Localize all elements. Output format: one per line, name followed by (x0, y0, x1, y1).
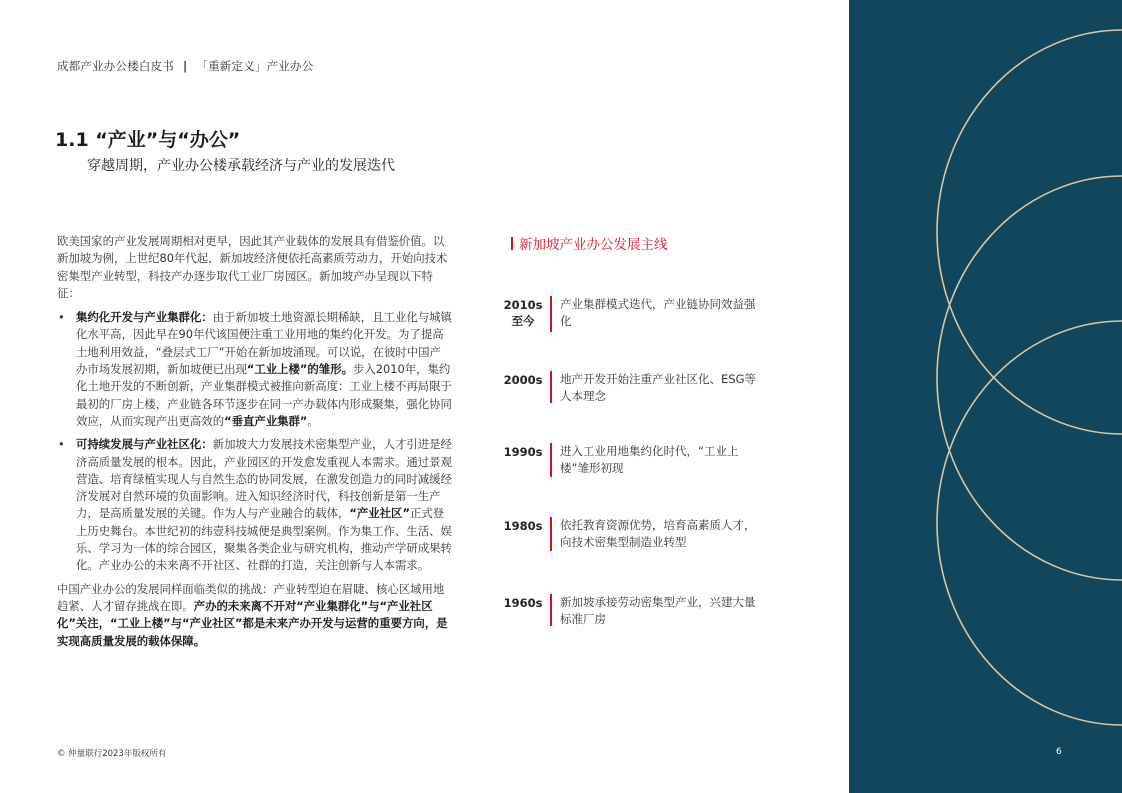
year-line: 2010s 至今 (503, 298, 543, 328)
timeline-year: 1990s (503, 445, 543, 459)
list-item (57, 309, 452, 430)
closing-text: 中国产业办公的发展同样面临类似的挑战：产业转型迫在眉睫、核心区域用地趋紧、人才留存挑战在即。 (57, 581, 445, 613)
bullet-text: 正式登上历史舞台。本世纪初的纬壹科技城便是典型案例。作为集工作、生活、娱乐、学习为一体的综合园区，聚集各类企业与研究机构，推动产学研成果转化。产业办公的未来离不开社区、社群的打造，关注创新与人本需求。 (76, 506, 452, 573)
bullet-text: 。 (307, 413, 319, 428)
bullet-label: 可持续发展与产业社区化： (76, 437, 213, 452)
arc-1 (937, 30, 1122, 434)
breadcrumb (57, 58, 313, 74)
bullet-text: 新加坡大力发展技术密集型产业，人才引进是经济高质量发展的根本。因此，产业园区的开发愈发重视人本需求。通过景观营造、培育绿植实现人与自然生态的协同发展，在激发创造力的同时减缓经济发展对自然环境的负面影响。进入知识经济时代，科技创新是第一生产力，是高质量发展的关键。作为人与产业融合的载体， (76, 437, 452, 521)
copyright: © 仲量联行2023年版权所有 (57, 749, 167, 759)
timeline-year: 2000s (503, 373, 543, 387)
timeline-year (500, 297, 546, 329)
timeline-desc: 产业集群模式迭代，产业链协同效益强化 (560, 297, 756, 328)
timeline-marker (550, 443, 552, 477)
timeline-marker (550, 371, 552, 403)
bullet-text: 步入2010年，集约化土地开发的不断创新，产业集群模式被推向新高度：工业上楼不再局限于最初的厂房上楼，产业链各环节逐步在同一产办载体内形成聚集，强化协同效应，从而实现产出更高效的 (76, 362, 452, 428)
intro-paragraph: 欧美国家的产业发展周期相对更早，因此其产业载体的发展具有借鉴价值。以新加坡为例，上世纪80年代起，新加坡经济便依托高素质劳动力，开始向技术密集型产业转型，科技产办逐步取代工业厂房园区。新加坡产办呈现以下特征： (57, 234, 448, 300)
arc-3 (937, 321, 1122, 725)
timeline-marker (550, 517, 552, 551)
page-subtitle: 穿越周期，产业办公楼承载经济与产业的发展迭代 (87, 158, 395, 174)
section-title: 「重新定义」产业办公 (196, 59, 314, 73)
timeline-desc: 依托教育资源优势，培育高素质人才，向技术密集型制造业转型 (560, 518, 756, 549)
timeline-year: 1960s (503, 596, 543, 610)
timeline-year: 1980s (503, 519, 543, 533)
doc-title: 成都产业办公楼白皮书 (57, 59, 174, 73)
bullet-emphasis: “工业上楼”的雏形。 (246, 362, 353, 377)
decorative-arcs (849, 0, 1122, 793)
timeline-heading (511, 233, 668, 253)
heading-bar (511, 237, 513, 250)
timeline-marker (550, 594, 552, 626)
decorative-side-panel (849, 0, 1122, 793)
timeline-desc: 进入工业用地集约化时代，“工业上楼”雏形初现 (560, 444, 739, 475)
closing-emphasis: 产办的未来离不开对“产业集群化”与“产业社区化”关注，“工业上楼”与“产业社区”都是未来产办开发与运营的重要方向，是实现高质量发展的载体保障。 (57, 598, 448, 648)
breadcrumb-separator: | (183, 59, 188, 73)
timeline-marker (550, 296, 552, 332)
bullet-emphasis: “产业社区” (349, 506, 410, 521)
body-text (57, 233, 452, 650)
bullet-label: 集约化开发与产业集群化： (76, 310, 213, 325)
page-number: 6 (1056, 747, 1062, 757)
timeline-desc: 新加坡承接劳动密集型产业，兴建大量标准厂房 (560, 595, 756, 626)
page-title: 1.1 “产业”与“办公” (55, 129, 241, 151)
timeline-desc: 地产开发开始注重产业社区化、ESG等人本理念 (560, 372, 756, 403)
list-item (57, 436, 452, 574)
bullet-emphasis: “垂直产业集群” (224, 413, 308, 428)
feature-list (57, 309, 452, 574)
arc-2 (937, 176, 1122, 580)
closing-paragraph (57, 581, 452, 650)
bullet-text: 由于新加坡土地资源长期稀缺，且工业化与城镇化水平高，因此早在90年代该国便注重工业用地的集约化开发。为了提高土地利用效益，“叠层式工厂”开始在新加坡涌现。可以说，在彼时中国产办市场发展初期，新加坡便已出现 (76, 310, 452, 377)
timeline-heading-text: 新加坡产业办公发展主线 (519, 237, 668, 253)
